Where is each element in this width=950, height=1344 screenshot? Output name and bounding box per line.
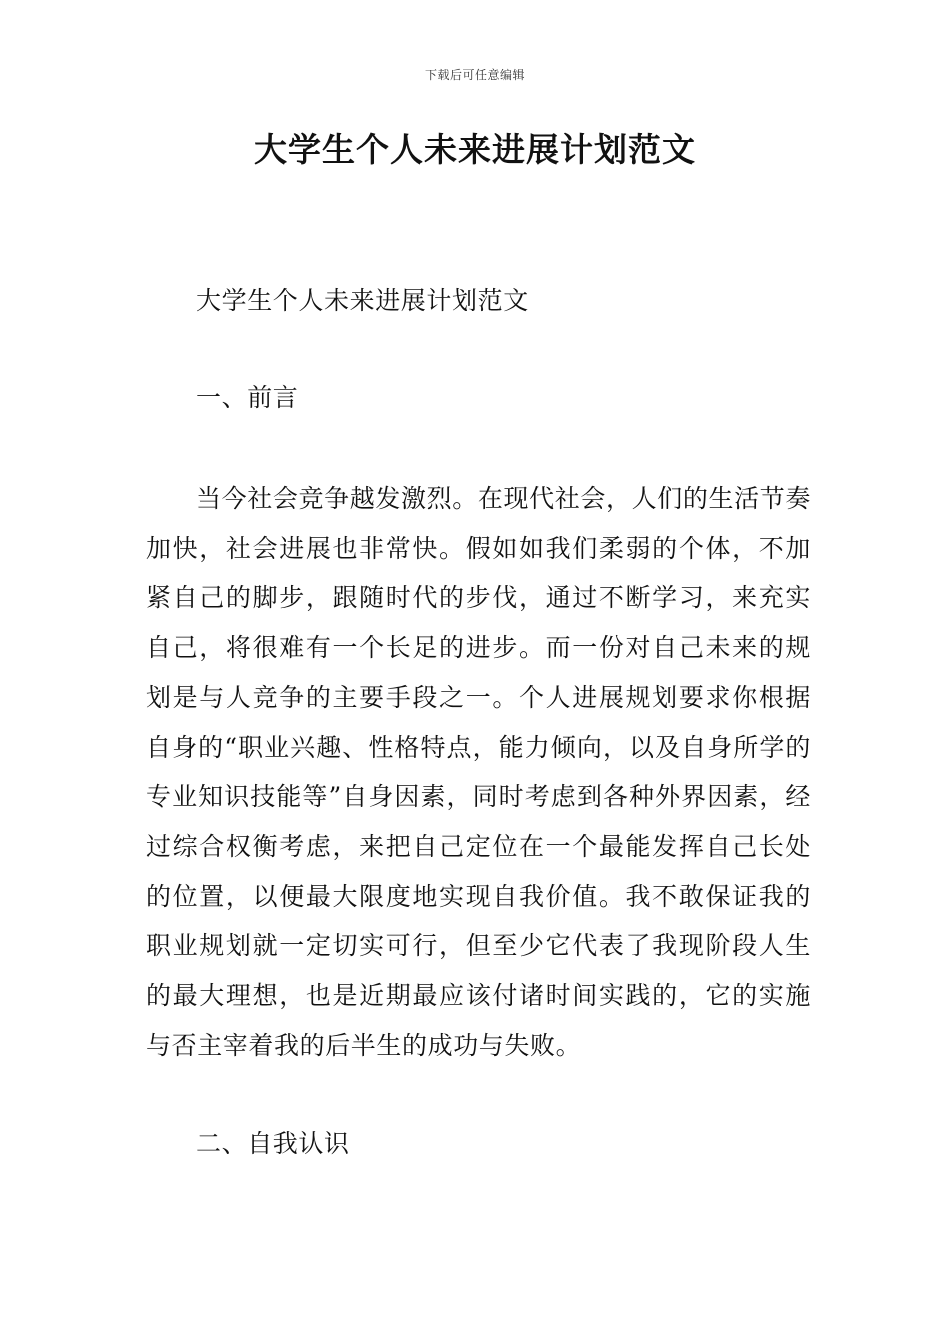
section-heading-preface: 一、前言 xyxy=(196,383,299,412)
header-note: 下载后可任意编辑 xyxy=(424,68,525,82)
document-subtitle: 大学生个人未来进展计划范文 xyxy=(196,286,529,315)
section-heading-self-awareness: 二、自我认识 xyxy=(196,1129,350,1158)
document-title: 大学生个人未来进展计划范文 xyxy=(254,130,696,169)
preface-paragraph: 当今社会竞争越发激烈。在现代社会，人们的生活节奏加快，社会进展也非常快。假如如我们柔弱的个体，不加紧自己的脚步，跟随时代的步伐，通过不断学习，来充实自己，将很难有一个长足的进步。而一份对自己未来的规划是与人竞争的主要手段之一。个人进展规划要求你根据自身的“职业兴趣、性格特点，能力倾向，以及自身所学的专业知识技能等”自身因素，同时考虑到各种外界因素，经过综合权衡考虑，来把自己定位在一个最能发挥自己长处的位置，以便最大限度地实现自我价值。我不敢保证我的职业规划就一定切实可行，但至少它代表了我现阶段人生的最大理想，也是近期最应该付诸时间实践的，它的实施与否主宰着我的后半生的成功与失败。 xyxy=(146,484,811,1060)
